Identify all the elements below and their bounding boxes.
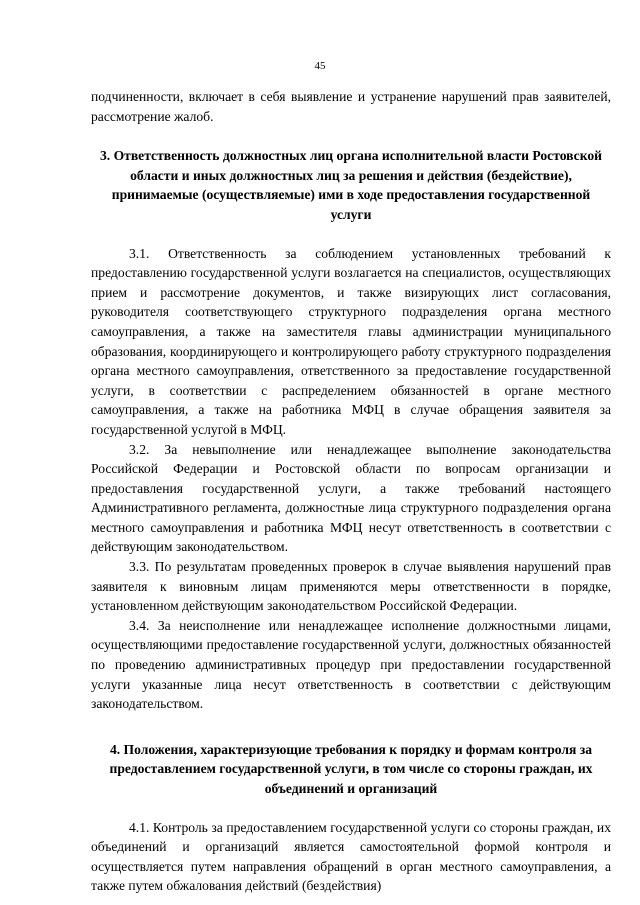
paragraph-3-2: 3.2. За невыполнение или ненадлежащее выполнение законодательства Российской Федерации и Ростовской области по вопросам организации и предоставления государственной услуги, а также требований настоящего Административного регламента, должностные лица структурного подразделения органа местного самоуправления и работника МФЦ несут ответственность в соответствии с действующим законодательством. (91, 441, 611, 555)
paragraph-3-4: 3.4. За неисполнение или ненадлежащее исполнение должностными лицами, осуществляющими предоставление государственной услуги, должностных обязанностей по проведению административных процедур при предоставлении государственной услуги указанные лица несут ответственность в соответствии с действующим законодательством. (91, 617, 611, 712)
section-3-heading: 3. Ответственность должностных лиц органа исполнительной власти Ростовской области и иных должностных лиц за решения и действия (бездействие), принимаемые (осуществляемые) ими в ходе предоставления государственной услуги (99, 148, 602, 222)
lead-paragraph: подчиненности, включает в себя выявление и устранение нарушений прав заявителей, рассмотрение жалоб. (91, 89, 611, 124)
paragraph-3-1: 3.1. Ответственность за соблюдением установленных требований к предоставлению государственной услуги возлагается на специалистов, осуществляющих прием и рассмотрение документов, и также визирующих лист согласования, руководителя соответствующего структурного подразделения органа местного самоуправления, а также на заместителя главы администрации муниципального образования, координирующего и контролирующего работу структурного подразделения органа местного самоуправления, ответственного за предоставление государственной услуги, в соответствии с распределением обязанностей в органе местного самоуправления, а также на работника МФЦ в случае обращения заявителя за государственной услугой в МФЦ. (91, 245, 611, 437)
paragraph-3-3: 3.3. По результатам проведенных проверок в случае выявления нарушений прав заявителя к виновным лицам применяются меры ответственности в порядке, установленном действующим законодательством Российской Федерации. (91, 559, 611, 614)
page-number: 45 (314, 60, 326, 72)
document-body (91, 87, 611, 896)
section-4-heading: 4. Положения, характеризующие требования к порядку и формам контроля за предоставлением государственной услуги, в том числе со стороны граждан, их объединений и организаций (109, 741, 593, 796)
paragraph-4-1: 4.1. Контроль за предоставлением государственной услуги со стороны граждан, их объединений и организаций является самостоятельной формой контроля и осуществляется путем направления обращений в орган местного самоуправления, а также путем обжалования действий (бездействия) (91, 819, 611, 894)
